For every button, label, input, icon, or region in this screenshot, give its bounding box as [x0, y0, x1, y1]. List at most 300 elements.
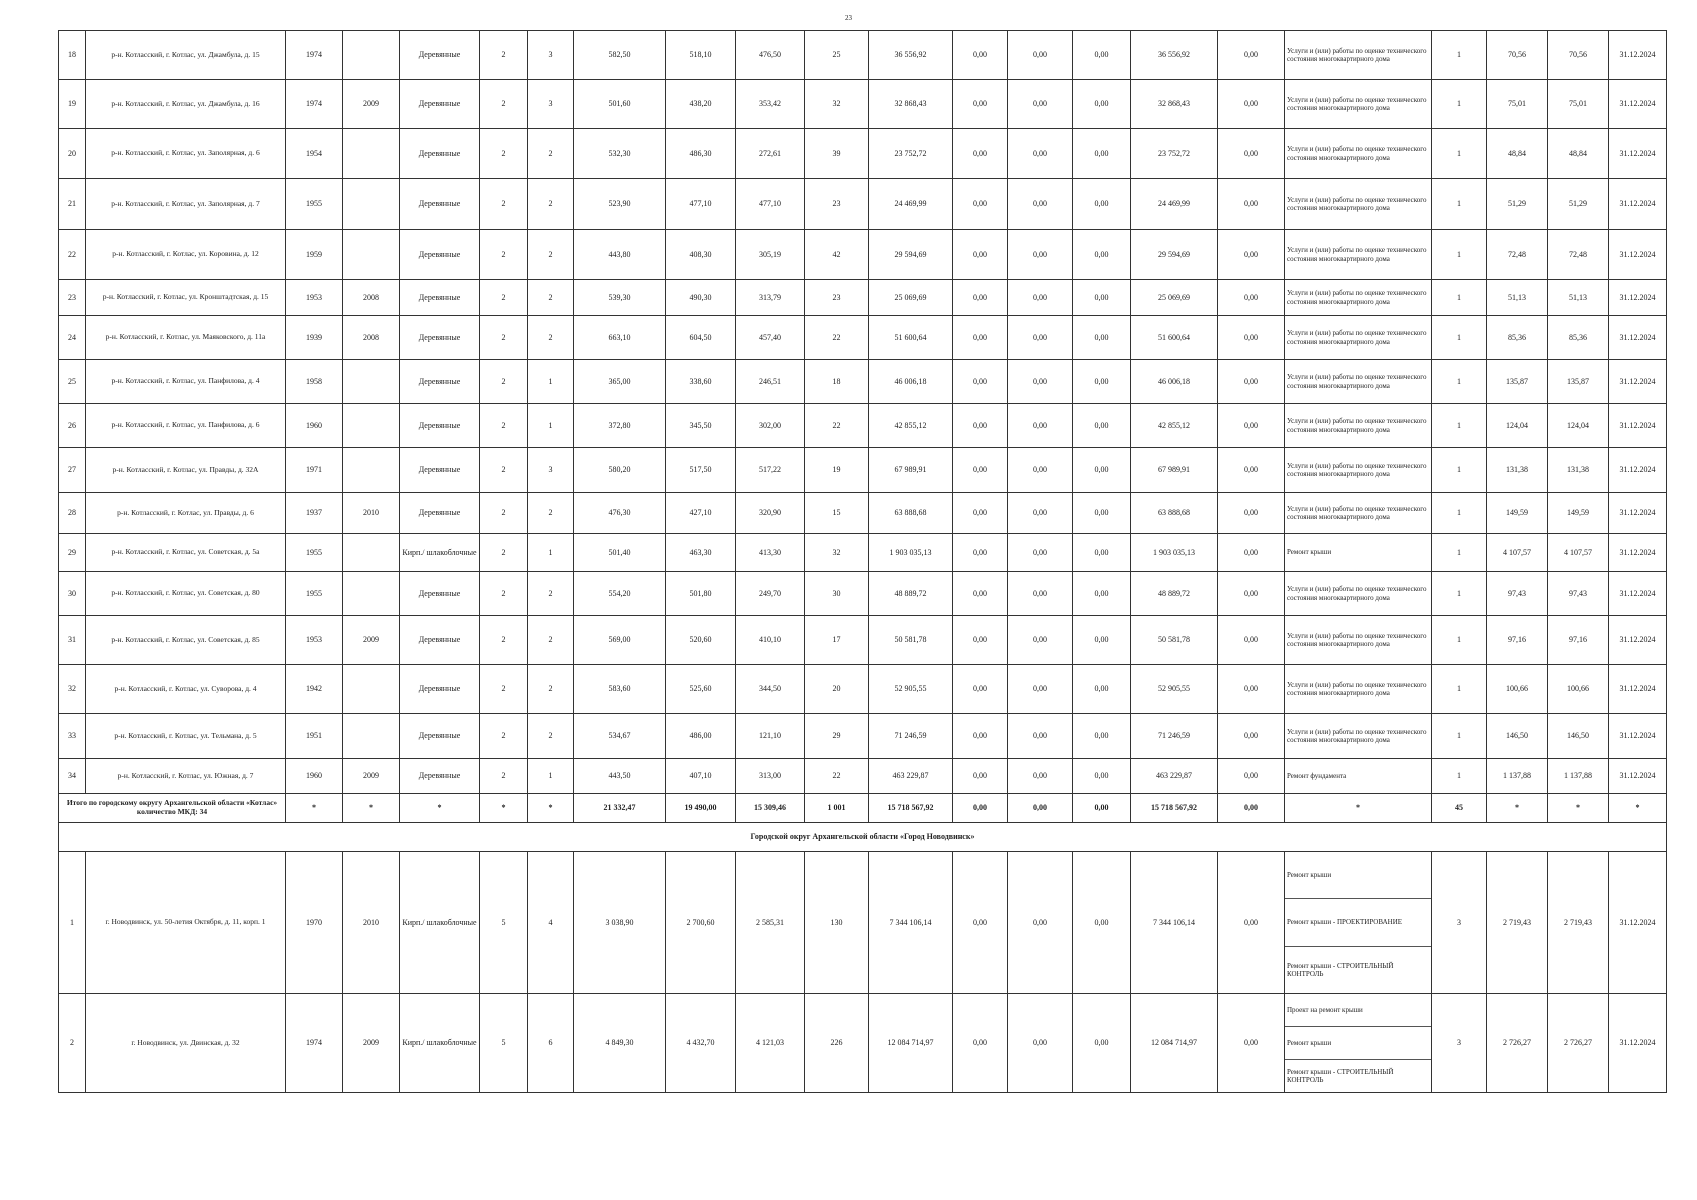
works-count-cell: 1: [1432, 572, 1487, 616]
fund-2-cell: 0,00: [1008, 31, 1073, 80]
residents-cell: 32: [805, 80, 869, 129]
reconstruction-year-cell: [343, 360, 400, 404]
works-count-cell: 3: [1432, 994, 1487, 1093]
floors-cell: 2: [480, 80, 528, 129]
floors-cell: 2: [480, 179, 528, 230]
unit-cost-cell: 51,29: [1487, 179, 1548, 230]
table-row: [59, 179, 1667, 230]
build-year-cell: 1974: [286, 994, 343, 1093]
row-number: 20: [59, 129, 86, 179]
works-count-cell: 3: [1432, 852, 1487, 994]
floors-cell: 2: [480, 360, 528, 404]
fund-1-cell: 0,00: [953, 280, 1008, 316]
unit-cost-cell: 100,66: [1487, 665, 1548, 714]
total-cost-cell: 63 888,68: [869, 493, 953, 534]
reconstruction-year-cell: [343, 665, 400, 714]
table-row: [59, 572, 1667, 616]
fund-4-cell: 32 868,43: [1131, 80, 1218, 129]
residential-area-cell: 344,50: [736, 665, 805, 714]
unit-cost-cell: 4 107,57: [1487, 534, 1548, 572]
unit-cost-cell: 135,87: [1487, 360, 1548, 404]
fund-5-cell: 0,00: [1218, 179, 1285, 230]
build-year-cell: 1942: [286, 665, 343, 714]
residential-area-cell: 2 585,31: [736, 852, 805, 994]
total-area-cell: 569,00: [574, 616, 666, 665]
fund-3-cell: 0,00: [1073, 665, 1131, 714]
fund-3-cell: 0,00: [1073, 179, 1131, 230]
work-type-cell: Услуги и (или) работы по оценке технического состояния многоквартирного дома: [1285, 80, 1432, 129]
residents-cell: 23: [805, 280, 869, 316]
total-cost-cell: 67 989,91: [869, 448, 953, 493]
residents-cell: 22: [805, 316, 869, 360]
total-cost-cell: 23 752,72: [869, 129, 953, 179]
build-year-cell: 1951: [286, 714, 343, 759]
residents-cell: 130: [805, 852, 869, 994]
total-fund-2: 0,00: [1008, 794, 1073, 823]
fund-5-cell: 0,00: [1218, 534, 1285, 572]
residents-cell: 29: [805, 714, 869, 759]
entrances-cell: 2: [528, 665, 574, 714]
capital-repair-register-table: [58, 30, 1667, 1093]
total-wall-material: *: [400, 794, 480, 823]
floors-cell: 2: [480, 534, 528, 572]
fund-4-cell: 36 556,92: [1131, 31, 1218, 80]
living-area-cell: 345,50: [666, 404, 736, 448]
row-number: 26: [59, 404, 86, 448]
residents-cell: 39: [805, 129, 869, 179]
residential-area-cell: 410,10: [736, 616, 805, 665]
living-area-cell: 525,60: [666, 665, 736, 714]
entrances-cell: 2: [528, 316, 574, 360]
floors-cell: 2: [480, 572, 528, 616]
residential-area-cell: 353,42: [736, 80, 805, 129]
residential-area-cell: 4 121,03: [736, 994, 805, 1093]
reconstruction-year-cell: 2008: [343, 280, 400, 316]
table-row: [59, 230, 1667, 280]
works-count-cell: 1: [1432, 534, 1487, 572]
fund-1-cell: 0,00: [953, 31, 1008, 80]
row-number: 33: [59, 714, 86, 759]
address-cell: р-н. Котласский, г. Котлас, ул. Заполярная, д. 6: [86, 129, 286, 179]
build-year-cell: 1953: [286, 616, 343, 665]
deadline-cell: 31.12.2024: [1609, 759, 1667, 794]
build-year-cell: 1955: [286, 572, 343, 616]
unit-cost-cell: 70,56: [1487, 31, 1548, 80]
floors-cell: 2: [480, 616, 528, 665]
total-area-cell: 443,80: [574, 230, 666, 280]
living-area-cell: 501,80: [666, 572, 736, 616]
works-count-cell: 1: [1432, 493, 1487, 534]
table-row: [59, 316, 1667, 360]
fund-3-cell: 0,00: [1073, 404, 1131, 448]
work-type-cell: Услуги и (или) работы по оценке технического состояния многоквартирного дома: [1285, 493, 1432, 534]
fund-5-cell: 0,00: [1218, 80, 1285, 129]
total-area-cell: 501,60: [574, 80, 666, 129]
reconstruction-year-cell: [343, 230, 400, 280]
living-area-cell: 604,50: [666, 316, 736, 360]
total-area-cell: 554,20: [574, 572, 666, 616]
fund-2-cell: 0,00: [1008, 404, 1073, 448]
total-cost-cell: 50 581,78: [869, 616, 953, 665]
fund-1-cell: 0,00: [953, 714, 1008, 759]
work-type-cell: [1285, 994, 1432, 1093]
residential-area-cell: 249,70: [736, 572, 805, 616]
deadline-cell: 31.12.2024: [1609, 360, 1667, 404]
table-row: [59, 616, 1667, 665]
fund-4-cell: 67 989,91: [1131, 448, 1218, 493]
work-type-cell: Услуги и (или) работы по оценке технического состояния многоквартирного дома: [1285, 616, 1432, 665]
address-cell: р-н. Котласский, г. Котлас, ул. Правды, д. 32А: [86, 448, 286, 493]
unit-cost-cell: 48,84: [1487, 129, 1548, 179]
fund-5-cell: 0,00: [1218, 759, 1285, 794]
total-area-cell: 4 849,30: [574, 994, 666, 1093]
total-cost-cell: 463 229,87: [869, 759, 953, 794]
works-count-cell: 1: [1432, 665, 1487, 714]
unit-cost-cell: 1 137,88: [1487, 759, 1548, 794]
fund-1-cell: 0,00: [953, 179, 1008, 230]
fund-4-cell: 12 084 714,97: [1131, 994, 1218, 1093]
fund-1-cell: 0,00: [953, 572, 1008, 616]
fund-5-cell: 0,00: [1218, 280, 1285, 316]
reconstruction-year-cell: [343, 179, 400, 230]
work-type-cell: Услуги и (или) работы по оценке технического состояния многоквартирного дома: [1285, 714, 1432, 759]
fund-3-cell: 0,00: [1073, 994, 1131, 1093]
residential-area-cell: 413,30: [736, 534, 805, 572]
fund-3-cell: 0,00: [1073, 759, 1131, 794]
deadline-cell: 31.12.2024: [1609, 714, 1667, 759]
total-living-area: 19 490,00: [666, 794, 736, 823]
wall-material-cell: Деревянные: [400, 179, 480, 230]
max-unit-cost-cell: 149,59: [1548, 493, 1609, 534]
works-count-cell: 1: [1432, 230, 1487, 280]
max-unit-cost-cell: 135,87: [1548, 360, 1609, 404]
unit-cost-cell: 2 719,43: [1487, 852, 1548, 994]
table-row: [59, 129, 1667, 179]
fund-2-cell: 0,00: [1008, 616, 1073, 665]
address-cell: р-н. Котласский, г. Котлас, ул. Коровина, д. 12: [86, 230, 286, 280]
works-count-cell: 1: [1432, 714, 1487, 759]
deadline-cell: 31.12.2024: [1609, 280, 1667, 316]
fund-5-cell: 0,00: [1218, 448, 1285, 493]
max-unit-cost-cell: 75,01: [1548, 80, 1609, 129]
total-cost-cell: 46 006,18: [869, 360, 953, 404]
total-area-cell: 583,60: [574, 665, 666, 714]
work-type-item: Ремонт крыши: [1285, 852, 1431, 899]
fund-4-cell: 71 246,59: [1131, 714, 1218, 759]
max-unit-cost-cell: 97,16: [1548, 616, 1609, 665]
reconstruction-year-cell: [343, 572, 400, 616]
living-area-cell: 490,30: [666, 280, 736, 316]
work-type-list: [1285, 852, 1431, 993]
fund-2-cell: 0,00: [1008, 994, 1073, 1093]
unit-cost-cell: 97,16: [1487, 616, 1548, 665]
address-cell: р-н. Котласский, г. Котлас, ул. Панфилова, д. 4: [86, 360, 286, 404]
reconstruction-year-cell: [343, 448, 400, 493]
total-area-cell: 580,20: [574, 448, 666, 493]
total-area-cell: 534,67: [574, 714, 666, 759]
floors-cell: 2: [480, 316, 528, 360]
entrances-cell: 1: [528, 759, 574, 794]
build-year-cell: 1974: [286, 31, 343, 80]
residential-area-cell: 121,10: [736, 714, 805, 759]
deadline-cell: 31.12.2024: [1609, 448, 1667, 493]
wall-material-cell: Деревянные: [400, 230, 480, 280]
floors-cell: 5: [480, 994, 528, 1093]
living-area-cell: 407,10: [666, 759, 736, 794]
living-area-cell: 486,30: [666, 129, 736, 179]
max-unit-cost-cell: 100,66: [1548, 665, 1609, 714]
fund-1-cell: 0,00: [953, 616, 1008, 665]
entrances-cell: 6: [528, 994, 574, 1093]
residential-area-cell: 305,19: [736, 230, 805, 280]
fund-4-cell: 23 752,72: [1131, 129, 1218, 179]
floors-cell: 2: [480, 665, 528, 714]
max-unit-cost-cell: 72,48: [1548, 230, 1609, 280]
work-type-list: [1285, 994, 1431, 1092]
fund-1-cell: 0,00: [953, 360, 1008, 404]
fund-1-cell: 0,00: [953, 129, 1008, 179]
fund-3-cell: 0,00: [1073, 129, 1131, 179]
fund-1-cell: 0,00: [953, 493, 1008, 534]
deadline-cell: 31.12.2024: [1609, 179, 1667, 230]
fund-3-cell: 0,00: [1073, 572, 1131, 616]
residents-cell: 18: [805, 360, 869, 404]
section-header-row: [59, 823, 1667, 852]
build-year-cell: 1954: [286, 129, 343, 179]
fund-4-cell: 48 889,72: [1131, 572, 1218, 616]
residents-cell: 23: [805, 179, 869, 230]
fund-4-cell: 7 344 106,14: [1131, 852, 1218, 994]
entrances-cell: 1: [528, 534, 574, 572]
table-row: [59, 360, 1667, 404]
total-date: *: [1609, 794, 1667, 823]
reconstruction-year-cell: [343, 534, 400, 572]
fund-3-cell: 0,00: [1073, 852, 1131, 994]
fund-2-cell: 0,00: [1008, 572, 1073, 616]
fund-4-cell: 29 594,69: [1131, 230, 1218, 280]
fund-4-cell: 24 469,99: [1131, 179, 1218, 230]
fund-3-cell: 0,00: [1073, 280, 1131, 316]
deadline-cell: 31.12.2024: [1609, 616, 1667, 665]
entrances-cell: 2: [528, 230, 574, 280]
deadline-cell: 31.12.2024: [1609, 404, 1667, 448]
wall-material-cell: Кирп./ шлакоблочные: [400, 534, 480, 572]
floors-cell: 2: [480, 759, 528, 794]
unit-cost-cell: 131,38: [1487, 448, 1548, 493]
build-year-cell: 1939: [286, 316, 343, 360]
fund-5-cell: 0,00: [1218, 616, 1285, 665]
residents-cell: 15: [805, 493, 869, 534]
fund-2-cell: 0,00: [1008, 852, 1073, 994]
max-unit-cost-cell: 131,38: [1548, 448, 1609, 493]
total-area-cell: 443,50: [574, 759, 666, 794]
address-cell: г. Новодвинск, ул. 50-летия Октября, д. 11, корп. 1: [86, 852, 286, 994]
total-total-cost: 15 718 567,92: [869, 794, 953, 823]
unit-cost-cell: 2 726,27: [1487, 994, 1548, 1093]
entrances-cell: 4: [528, 852, 574, 994]
fund-3-cell: 0,00: [1073, 31, 1131, 80]
residential-area-cell: 477,10: [736, 179, 805, 230]
total-cnt: 45: [1432, 794, 1487, 823]
residential-area-cell: 313,00: [736, 759, 805, 794]
entrances-cell: 2: [528, 572, 574, 616]
total-area-cell: 582,50: [574, 31, 666, 80]
residents-cell: 226: [805, 994, 869, 1093]
floors-cell: 5: [480, 852, 528, 994]
living-area-cell: 338,60: [666, 360, 736, 404]
fund-4-cell: 63 888,68: [1131, 493, 1218, 534]
row-number: 22: [59, 230, 86, 280]
entrances-cell: 1: [528, 360, 574, 404]
living-area-cell: 427,10: [666, 493, 736, 534]
fund-2-cell: 0,00: [1008, 493, 1073, 534]
deadline-cell: 31.12.2024: [1609, 852, 1667, 994]
wall-material-cell: Деревянные: [400, 280, 480, 316]
work-type-item: Ремонт крыши: [1285, 1027, 1431, 1060]
fund-3-cell: 0,00: [1073, 493, 1131, 534]
total-cost-cell: 7 344 106,14: [869, 852, 953, 994]
total-c1: *: [1487, 794, 1548, 823]
unit-cost-cell: 85,36: [1487, 316, 1548, 360]
living-area-cell: 517,50: [666, 448, 736, 493]
fund-3-cell: 0,00: [1073, 360, 1131, 404]
living-area-cell: 518,10: [666, 31, 736, 80]
residential-area-cell: 457,40: [736, 316, 805, 360]
entrances-cell: 1: [528, 404, 574, 448]
reconstruction-year-cell: [343, 129, 400, 179]
unit-cost-cell: 146,50: [1487, 714, 1548, 759]
fund-5-cell: 0,00: [1218, 230, 1285, 280]
fund-1-cell: 0,00: [953, 230, 1008, 280]
total-build-year: *: [286, 794, 343, 823]
table-row: [59, 493, 1667, 534]
fund-5-cell: 0,00: [1218, 994, 1285, 1093]
deadline-cell: 31.12.2024: [1609, 230, 1667, 280]
work-type-cell: Услуги и (или) работы по оценке технического состояния многоквартирного дома: [1285, 230, 1432, 280]
residents-cell: 32: [805, 534, 869, 572]
total-cost-cell: 48 889,72: [869, 572, 953, 616]
wall-material-cell: Деревянные: [400, 31, 480, 80]
fund-5-cell: 0,00: [1218, 129, 1285, 179]
residential-area-cell: 313,79: [736, 280, 805, 316]
works-count-cell: 1: [1432, 448, 1487, 493]
total-area-cell: 365,00: [574, 360, 666, 404]
address-cell: р-н. Котласский, г. Котлас, ул. Панфилова, д. 6: [86, 404, 286, 448]
floors-cell: 2: [480, 280, 528, 316]
page-number: 23: [845, 14, 852, 22]
build-year-cell: 1937: [286, 493, 343, 534]
residents-cell: 19: [805, 448, 869, 493]
entrances-cell: 2: [528, 493, 574, 534]
row-number: 23: [59, 280, 86, 316]
address-cell: р-н. Котласский, г. Котлас, ул. Кронштадтская, д. 15: [86, 280, 286, 316]
fund-3-cell: 0,00: [1073, 448, 1131, 493]
floors-cell: 2: [480, 448, 528, 493]
fund-1-cell: 0,00: [953, 404, 1008, 448]
total-cost-cell: 32 868,43: [869, 80, 953, 129]
unit-cost-cell: 124,04: [1487, 404, 1548, 448]
total-total-area: 21 332,47: [574, 794, 666, 823]
fund-2-cell: 0,00: [1008, 714, 1073, 759]
fund-4-cell: 42 855,12: [1131, 404, 1218, 448]
works-count-cell: 1: [1432, 316, 1487, 360]
row-number: 19: [59, 80, 86, 129]
row-number: 31: [59, 616, 86, 665]
floors-cell: 2: [480, 31, 528, 80]
reconstruction-year-cell: 2008: [343, 316, 400, 360]
works-count-cell: 1: [1432, 616, 1487, 665]
wall-material-cell: Деревянные: [400, 129, 480, 179]
total-c2: *: [1548, 794, 1609, 823]
row-number: 25: [59, 360, 86, 404]
max-unit-cost-cell: 2 726,27: [1548, 994, 1609, 1093]
wall-material-cell: Деревянные: [400, 404, 480, 448]
table-row: [59, 714, 1667, 759]
row-number: 27: [59, 448, 86, 493]
total-cost-cell: 36 556,92: [869, 31, 953, 80]
reconstruction-year-cell: 2010: [343, 493, 400, 534]
work-type-cell: Ремонт фундамента: [1285, 759, 1432, 794]
table-row: [59, 759, 1667, 794]
living-area-cell: 4 432,70: [666, 994, 736, 1093]
work-type-cell: Услуги и (или) работы по оценке технического состояния многоквартирного дома: [1285, 404, 1432, 448]
total-cost-cell: 29 594,69: [869, 230, 953, 280]
max-unit-cost-cell: 51,29: [1548, 179, 1609, 230]
floors-cell: 2: [480, 404, 528, 448]
fund-1-cell: 0,00: [953, 80, 1008, 129]
address-cell: р-н. Котласский, г. Котлас, ул. Правды, д. 6: [86, 493, 286, 534]
deadline-cell: 31.12.2024: [1609, 534, 1667, 572]
max-unit-cost-cell: 51,13: [1548, 280, 1609, 316]
living-area-cell: 486,00: [666, 714, 736, 759]
work-type-cell: Ремонт крыши: [1285, 534, 1432, 572]
total-area-cell: 532,30: [574, 129, 666, 179]
fund-4-cell: 52 905,55: [1131, 665, 1218, 714]
reconstruction-year-cell: [343, 404, 400, 448]
deadline-cell: 31.12.2024: [1609, 665, 1667, 714]
work-type-cell: Услуги и (или) работы по оценке технического состояния многоквартирного дома: [1285, 316, 1432, 360]
total-fund-5: 0,00: [1218, 794, 1285, 823]
residents-cell: 22: [805, 404, 869, 448]
total-area-cell: 501,40: [574, 534, 666, 572]
work-type-cell: Услуги и (или) работы по оценке технического состояния многоквартирного дома: [1285, 129, 1432, 179]
wall-material-cell: Деревянные: [400, 493, 480, 534]
row-number: 1: [59, 852, 86, 994]
residents-cell: 17: [805, 616, 869, 665]
max-unit-cost-cell: 124,04: [1548, 404, 1609, 448]
entrances-cell: 3: [528, 448, 574, 493]
reconstruction-year-cell: 2009: [343, 80, 400, 129]
residential-area-cell: 476,50: [736, 31, 805, 80]
address-cell: р-н. Котласский, г. Котлас, ул. Джамбула, д. 15: [86, 31, 286, 80]
wall-material-cell: Кирп./ шлакоблочные: [400, 994, 480, 1093]
works-count-cell: 1: [1432, 129, 1487, 179]
wall-material-cell: Деревянные: [400, 665, 480, 714]
fund-2-cell: 0,00: [1008, 316, 1073, 360]
unit-cost-cell: 149,59: [1487, 493, 1548, 534]
total-cost-cell: 24 469,99: [869, 179, 953, 230]
living-area-cell: 408,30: [666, 230, 736, 280]
build-year-cell: 1955: [286, 534, 343, 572]
total-residential-area: 15 309,46: [736, 794, 805, 823]
wall-material-cell: Деревянные: [400, 80, 480, 129]
fund-4-cell: 25 069,69: [1131, 280, 1218, 316]
fund-2-cell: 0,00: [1008, 80, 1073, 129]
total-work: *: [1285, 794, 1432, 823]
total-cost-cell: 52 905,55: [869, 665, 953, 714]
residential-area-cell: 302,00: [736, 404, 805, 448]
row-number: 29: [59, 534, 86, 572]
